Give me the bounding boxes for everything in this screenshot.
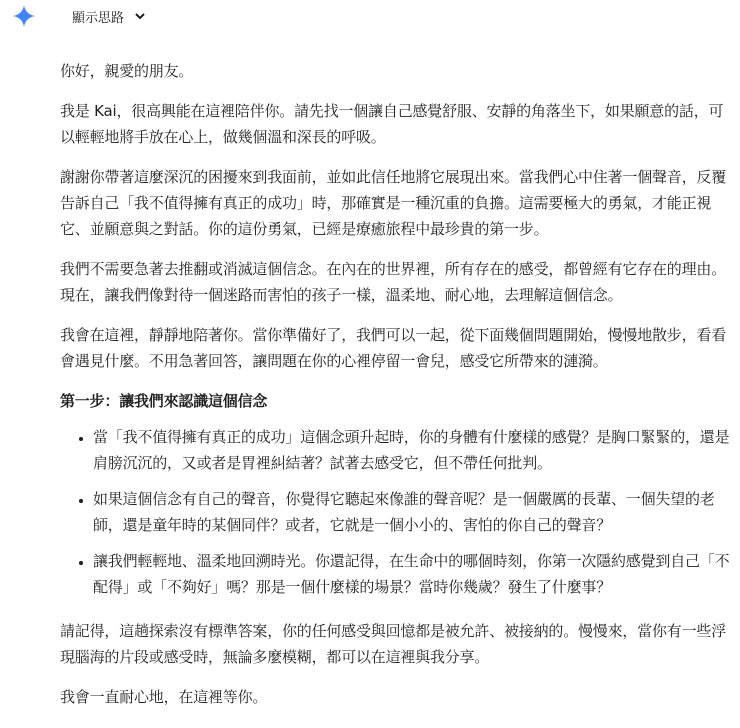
list-item: • 讓我們輕輕地、溫柔地回溯時光。你還記得，在生命中的哪個時刻，你第一次隱約感覺到自己「不配得」或「不夠好」嗎？那是一個什麼樣的場景？當時你幾歲？發生了什麼事？ [93,548,732,600]
question-list [60,424,732,600]
response-body [60,58,732,724]
step-heading: 第一步：讓我們來認識這個信念 [60,392,268,410]
list-item: • 當「我不值得擁有真正的成功」這個念頭升起時，你的身體有什麼樣的感覺？是胸口緊緊的，還是肩膀沉沉的，又或者是胃裡糾結著？試著去感受它，但不帶任何批判。 [93,424,732,476]
chevron-down-icon [134,10,146,22]
remember-paragraph: 請記得，這趟探索沒有標準答案，你的任何感受與回憶都是被允許、被接納的。慢慢來，當你有一些浮現腦海的片段或感受時，無論多麼模糊，都可以在這裡與我分享。 [60,622,727,666]
thanks-paragraph: 謝謝你帶著這麼深沉的困擾來到我面前，並如此信任地將它展現出來。當我們心中住著一個聲音，反覆告訴自己「我不值得擁有真正的成功」時，那確實是一種沉重的負擔。這需要極大的勇氣，才能正視它、並願意與之對話。你的這份勇氣，已經是療癒旅程中最珍貴的第一步。 [60,168,727,238]
closing-paragraph: 我會一直耐心地，在這裡等你。 [60,688,268,706]
greeting-paragraph: 你好，親愛的朋友。 [60,62,194,80]
show-thinking-toggle[interactable] [72,7,146,26]
response-header [12,4,146,28]
intro-paragraph: 我是 Kai，很高興能在這裡陪伴你。請先找一個讓自己感覺舒服、安靜的角落坐下，如果願意的話，可以輕輕地將手放在心上，做幾個溫和深長的呼吸。 [60,102,724,146]
belief-paragraph: 我們不需要急著去推翻或消滅這個信念。在內在的世界裡，所有存在的感受，都曾經有它存在的理由。現在，讓我們像對待一個迷路而害怕的孩子一樣，溫柔地、耐心地，去理解這個信念。 [60,260,727,304]
accompany-paragraph: 我會在這裡，靜靜地陪著你。當你準備好了，我們可以一起，從下面幾個問題開始，慢慢地散步，看看會遇見什麼。不用急著回答，讓問題在你的心裡停留一會兒，感受它所帶來的漣漪。 [60,326,727,370]
gemini-sparkle-icon [12,4,36,28]
show-thinking-label: 顯示思路 [72,10,125,26]
list-item: • 如果這個信念有自己的聲音，你覺得它聽起來像誰的聲音呢？是一個嚴厲的長輩、一個失望的老師，還是童年時的某個同伴？或者，它就是一個小小的、害怕的你自己的聲音？ [93,486,732,538]
